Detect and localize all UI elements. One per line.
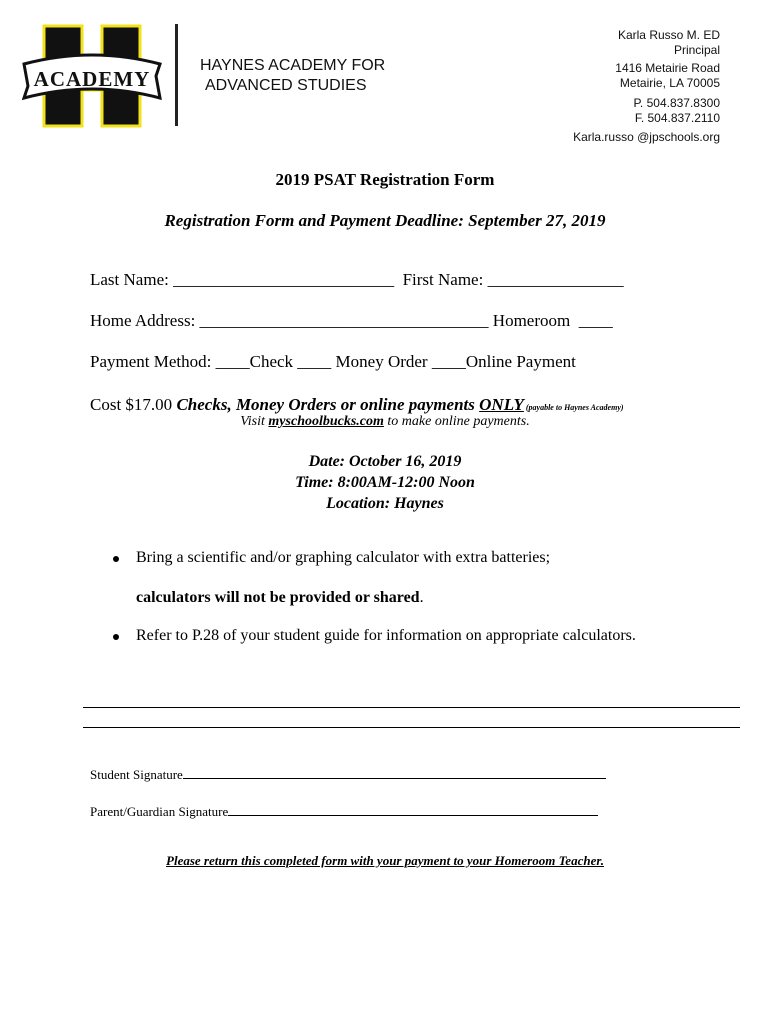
calculator-warning-end: . [419,589,424,606]
cost-prefix: Cost $17.00 [90,395,177,414]
principal-name: Karla Russo M. ED [617,28,720,42]
principal-title: Principal [673,43,720,57]
return-instructions: Please return this completed form with your payment to your Homeroom Teacher. [166,853,604,868]
bullet-dot-2 [113,634,119,640]
student-signature [90,766,606,783]
parent-signature-line[interactable] [228,803,598,816]
visit-suffix: to make online payments. [383,414,530,429]
address-line1: 1416 Metairie Road [615,61,720,75]
payment-method: Payment Method: ____Check ____ Money Order ____Online Payment [90,352,576,371]
event-date: Date: October 16, 2019 [308,453,462,470]
bullet-dot-1 [113,556,119,562]
visit-line [0,414,770,430]
school-name-line1: HAYNES ACADEMY FOR [200,57,386,74]
event-location: Location: Haynes [326,495,444,512]
deadline: Registration Form and Payment Deadline: September 27, 2019 [164,211,606,230]
header-divider [175,24,178,126]
address-line2: Metairie, LA 70005 [619,76,720,90]
blank-line-2 [83,727,740,728]
event-time: Time: 8:00AM-12:00 Noon [295,474,475,491]
name-fields: Last Name: __________________________ First Name: ________________ [90,270,624,289]
student-signature-label: Student Signature [90,767,183,782]
calculator-warning: calculators will not be provided or shared [136,589,420,606]
address-field: Home Address: __________________________________ Homeroom ____ [90,311,613,330]
cost-only: ONLY [479,395,524,414]
parent-signature [90,803,598,820]
email: Karla.russo @jpschools.org [573,130,720,144]
bullet-calculator: Bring a scientific and/or graphing calculator with extra batteries; [136,549,551,566]
school-name-line2: ADVANCED STUDIES [205,77,367,94]
blank-line-1 [83,707,740,708]
myschoolbucks-link[interactable]: myschoolbucks.com [268,414,384,429]
visit-prefix: Visit [240,414,269,429]
bullet-guide: Refer to P.28 of your student guide for information on appropriate calculators. [136,627,636,644]
bullet-calculator-note [136,588,424,608]
haynes-academy-logo [22,24,162,128]
cost-methods: Checks, Money Orders or online payments [176,395,480,414]
student-signature-line[interactable] [183,766,606,779]
fax: F. 504.837.2110 [634,111,720,125]
parent-signature-label: Parent/Guardian Signature [90,804,229,819]
cost-note: (payable to Haynes Academy) [523,403,624,412]
logo-text: ACADEMY [33,67,151,91]
phone: P. 504.837.8300 [633,96,720,110]
form-title: 2019 PSAT Registration Form [275,170,495,189]
